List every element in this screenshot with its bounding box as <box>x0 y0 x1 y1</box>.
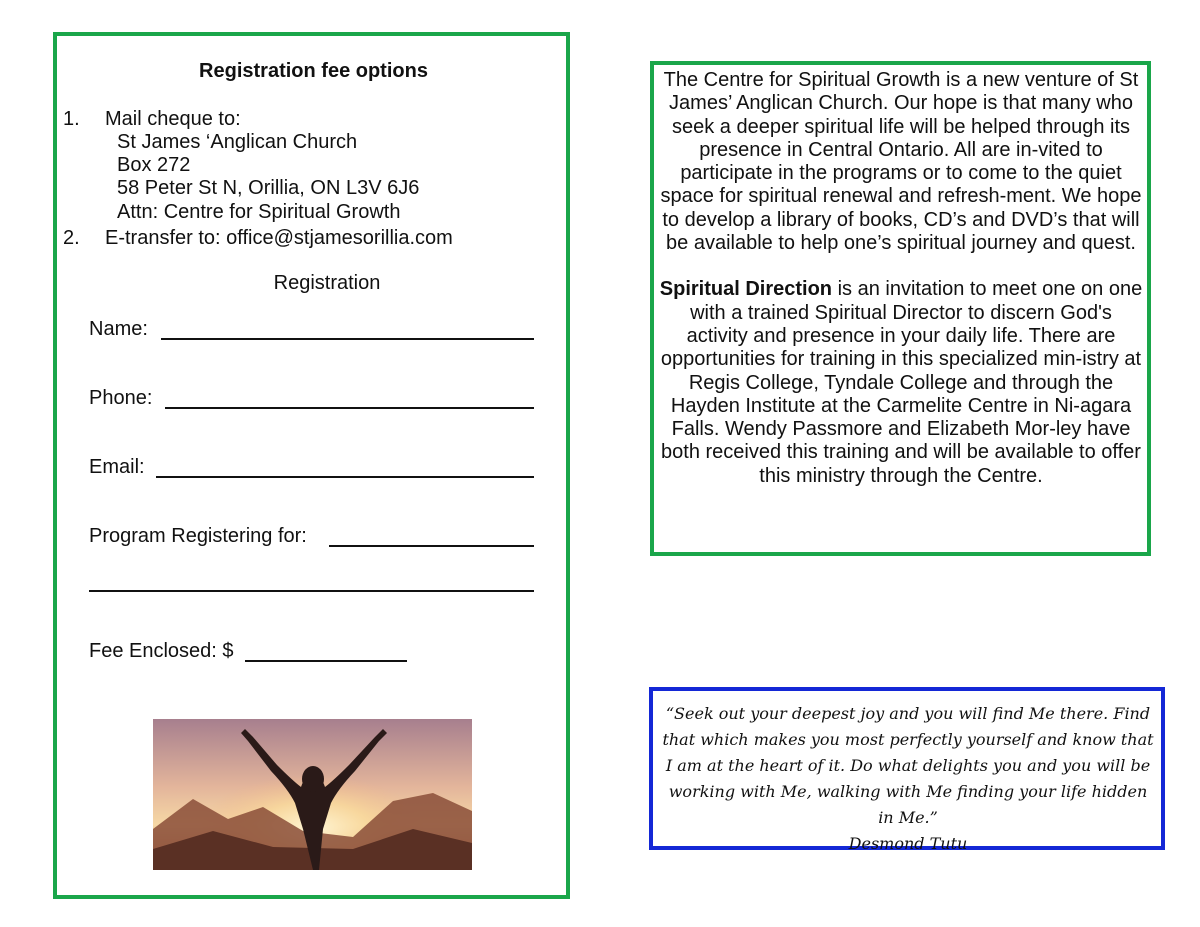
e-transfer-label: E-transfer to: office@stjamesorillia.com <box>105 227 453 249</box>
option-2-number: 2. <box>63 227 80 249</box>
fee-label: Fee Enclosed: $ <box>89 640 234 662</box>
spiritual-direction-heading: Spiritual Direction <box>659 278 833 301</box>
mail-cheque-label: Mail cheque to: <box>105 108 241 130</box>
address-line: Box 272 <box>117 154 191 176</box>
about-centre-panel <box>650 61 1151 556</box>
spiritual-direction-paragraph <box>658 278 1144 488</box>
registration-fee-title: Registration fee options <box>199 60 428 82</box>
email-field[interactable] <box>156 476 534 478</box>
option-1-number: 1. <box>63 108 80 130</box>
registration-form-title: Registration <box>273 272 381 294</box>
phone-label: Phone: <box>89 387 153 409</box>
centre-intro-text: The Centre for Spiritual Growth is a new venture of St James’ Anglican Church. Our hope is that many who seek a deeper spiritual life will be helped through its presence in Central Ontario. All are in-vited to participate in the programs or to come to the quiet space for spiritual renewal and refresh-ment. We hope to develop a library of books, CD’s and DVD’s that will be available to help one’s spiritual journey and quest. <box>660 69 1142 255</box>
address-line: 58 Peter St N, Orillia, ON L3V 6J6 <box>117 177 420 199</box>
quote-author: Desmond Tutu <box>848 834 968 853</box>
fee-field[interactable] <box>245 660 407 662</box>
person-raised-arms-icon <box>153 719 472 870</box>
email-label: Email: <box>89 456 145 478</box>
program-field[interactable] <box>329 545 534 547</box>
quote-panel <box>649 687 1165 853</box>
registration-panel <box>53 32 570 899</box>
name-label: Name: <box>89 318 148 340</box>
spiritual-direction-text: is an invitation to meet one on one with a trained Spiritual Director to discern God's activity and presence in your daily life. There are opportunities for training in this specialized min-istry at Regis College, Tyndale College and through the Hayden Institute at the Carmelite Centre in Ni-agara Falls. Wendy Passmore and Elizabeth Mor-ley have both received this training and will be available to offer this ministry through the Centre. <box>660 278 1143 487</box>
program-label: Program Registering for: <box>89 525 307 547</box>
quote-text: “Seek out your deepest joy and you will find Me there. Find that which makes you most perfectly yourself and know that I am at the heart of it. Do what delights you and you will be working with Me, walking with Me finding your life hidden in Me.” <box>662 704 1154 827</box>
phone-field[interactable] <box>165 407 534 409</box>
program-field-continued[interactable] <box>89 590 534 592</box>
address-line: Attn: Centre for Spiritual Growth <box>117 201 401 223</box>
name-field[interactable] <box>161 338 534 340</box>
raised-arms-sunset-photo <box>153 719 472 870</box>
address-line: St James ‘Anglican Church <box>117 131 358 153</box>
